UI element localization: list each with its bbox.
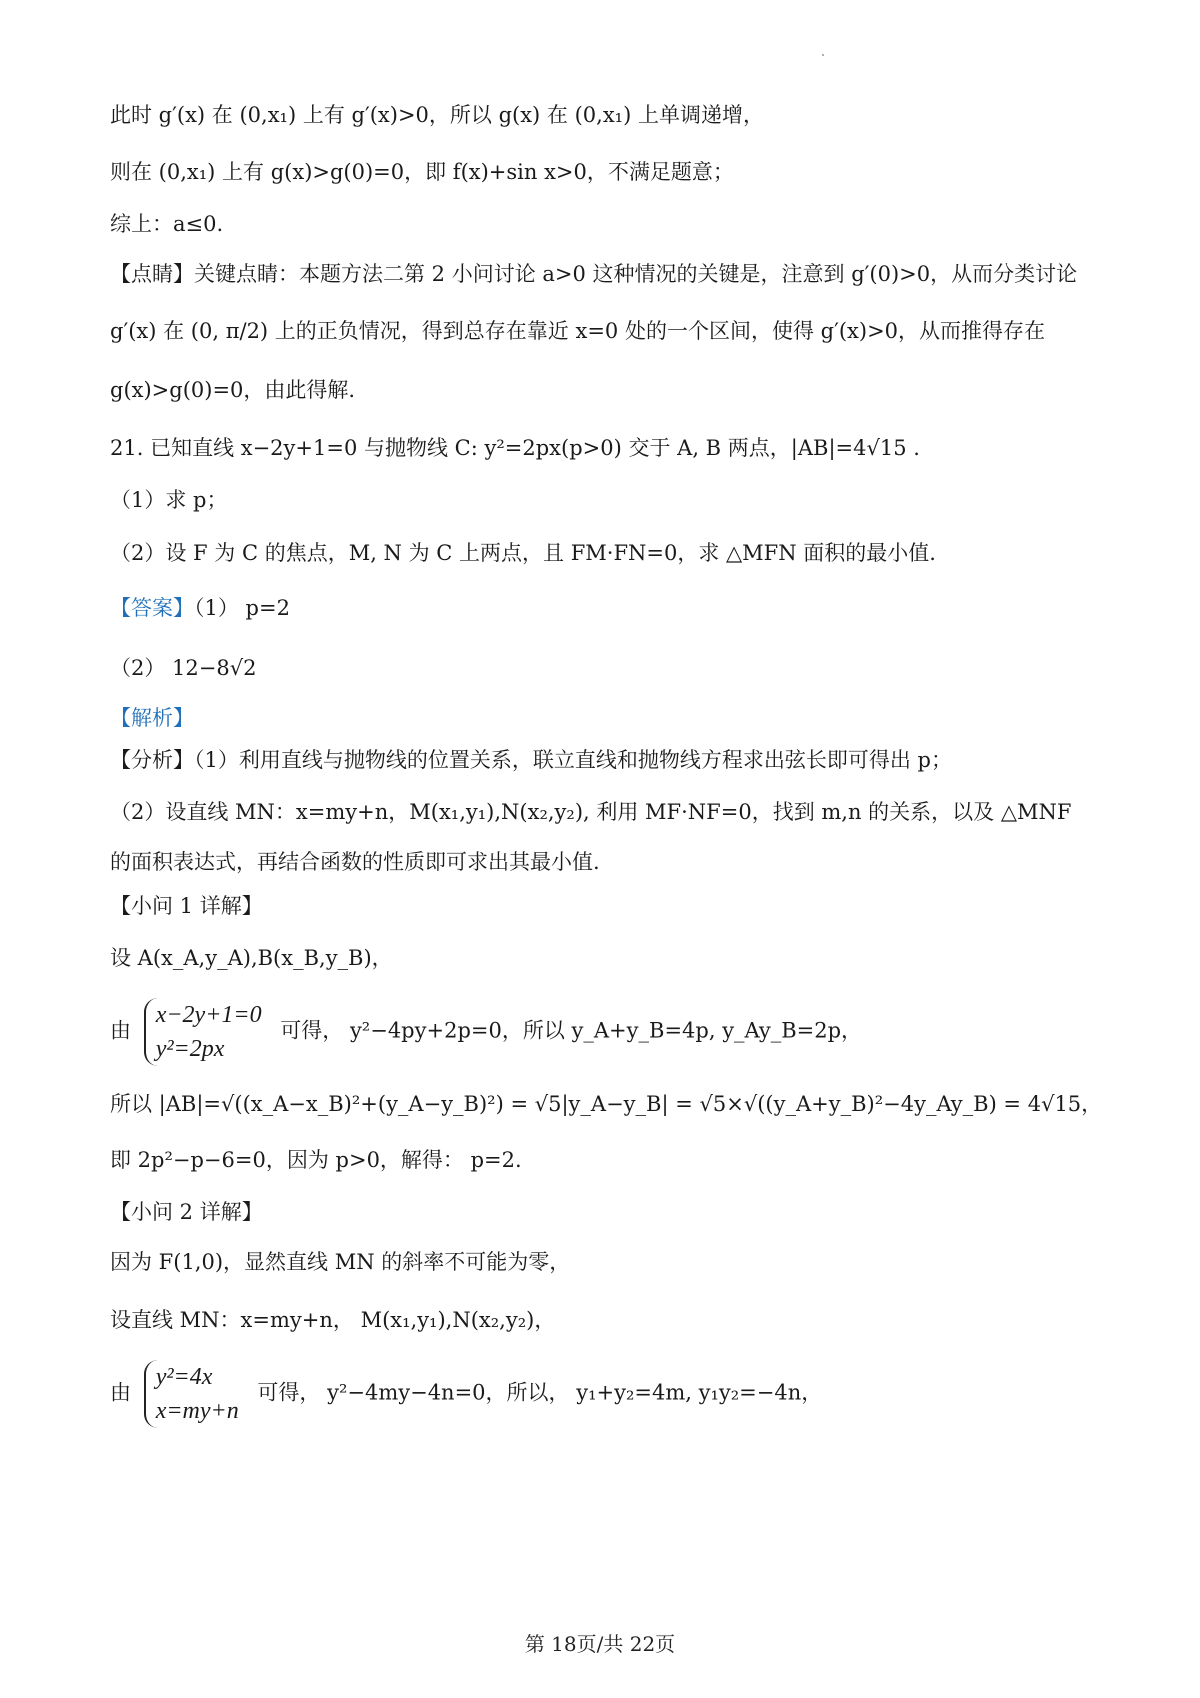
answer-label: 【答案】	[110, 596, 194, 620]
system-2-eq-1: y²=4x	[155, 1364, 213, 1390]
solution-1-line-1: 设 A(x_A,y_A),B(x_B,y_B)，	[110, 946, 393, 970]
key-point-line-1: 【点睛】关键点睛：本题方法二第 2 小问讨论 a>0 这种情况的关键是，注意到 g′(0)>0，从而分类讨论	[110, 262, 1078, 286]
solution-1-line-4: 即 2p²−p−6=0，因为 p>0，解得： p=2.	[110, 1148, 522, 1172]
system-1-eq-1: x−2y+1=0	[155, 1002, 262, 1028]
system-1-result: 可得， y²−4py+2p=0，所以 y_A+y_B=4p, y_Ay_B=2p，	[280, 1018, 863, 1043]
subquestion-2-heading: 【小问 2 详解】	[110, 1200, 263, 1224]
analysis-line-3: 的面积表达式，再结合函数的性质即可求出其最小值.	[110, 850, 600, 874]
text-line-3: 综上：a≤0.	[110, 212, 224, 236]
key-point-line-2: g′(x) 在 (0, π/2) 上的正负情况，得到总存在靠近 x=0 处的一个区间，使得 g′(x)>0，从而推得存在	[110, 319, 1046, 343]
analysis-line-2: （2）设直线 MN：x=my+n，M(x₁,y₁),N(x₂,y₂), 利用 MF·NF=0，找到 m,n 的关系，以及 △MNF	[110, 800, 1072, 824]
speck-mark	[822, 54, 824, 56]
question-21-part-1: （1）求 p；	[110, 488, 228, 512]
text-line-2: 则在 (0,x₁) 上有 g(x)>g(0)=0，即 f(x)+sin x>0，不满足题意；	[110, 160, 734, 184]
solution-1-system-line	[110, 998, 1130, 1066]
analysis-line-1: 【分析】（1）利用直线与抛物线的位置关系，联立直线和抛物线方程求出弦长即可得出 p；	[110, 748, 952, 772]
system-2-result: 可得， y²−4my−4n=0，所以， y₁+y₂=4m, y₁y₂=−4n，	[257, 1380, 823, 1405]
system-prefix-2: 由	[110, 1380, 131, 1405]
answer-line-1	[110, 592, 1130, 624]
system-prefix: 由	[110, 1018, 131, 1043]
key-point-line-3: g(x)>g(0)=0，由此得解.	[110, 378, 356, 402]
question-21-part-2: （2）设 F 为 C 的焦点，M, N 为 C 上两点，且 FM·FN=0，求 △MFN 面积的最小值.	[110, 541, 936, 565]
answer-line-2: （2） 12−8√2	[110, 656, 257, 680]
analysis-label: 【解析】	[110, 706, 194, 730]
subquestion-1-heading: 【小问 1 详解】	[110, 894, 263, 918]
solution-2-line-1: 因为 F(1,0)，显然直线 MN 的斜率不可能为零，	[110, 1250, 571, 1274]
solution-1-line-3: 所以 |AB|=√((x_A−x_B)²+(y_A−y_B)²) = √5|y_A−y_B| = √5×√((y_A+y_B)²−4y_Ay_B) = 4√15，	[110, 1092, 1103, 1116]
system-2-eq-2: x=my+n	[155, 1398, 239, 1424]
page-footer: 第 18页/共 22页	[524, 1632, 676, 1656]
equation-system-1	[144, 998, 268, 1066]
answer-part-1: （1） p=2	[194, 596, 290, 620]
solution-2-system-line	[110, 1360, 1130, 1428]
equation-system-2	[144, 1360, 245, 1428]
question-21-stem: 21. 已知直线 x−2y+1=0 与抛物线 C: y²=2px(p>0) 交于 A, B 两点，|AB|=4√15 .	[110, 436, 920, 460]
system-1-eq-2: y²=2px	[155, 1036, 225, 1062]
solution-2-line-2: 设直线 MN：x=my+n， M(x₁,y₁),N(x₂,y₂)，	[110, 1308, 556, 1332]
text-line-1: 此时 g′(x) 在 (0,x₁) 上有 g′(x)>0，所以 g(x) 在 (0,x₁) 上单调递增，	[110, 103, 764, 127]
